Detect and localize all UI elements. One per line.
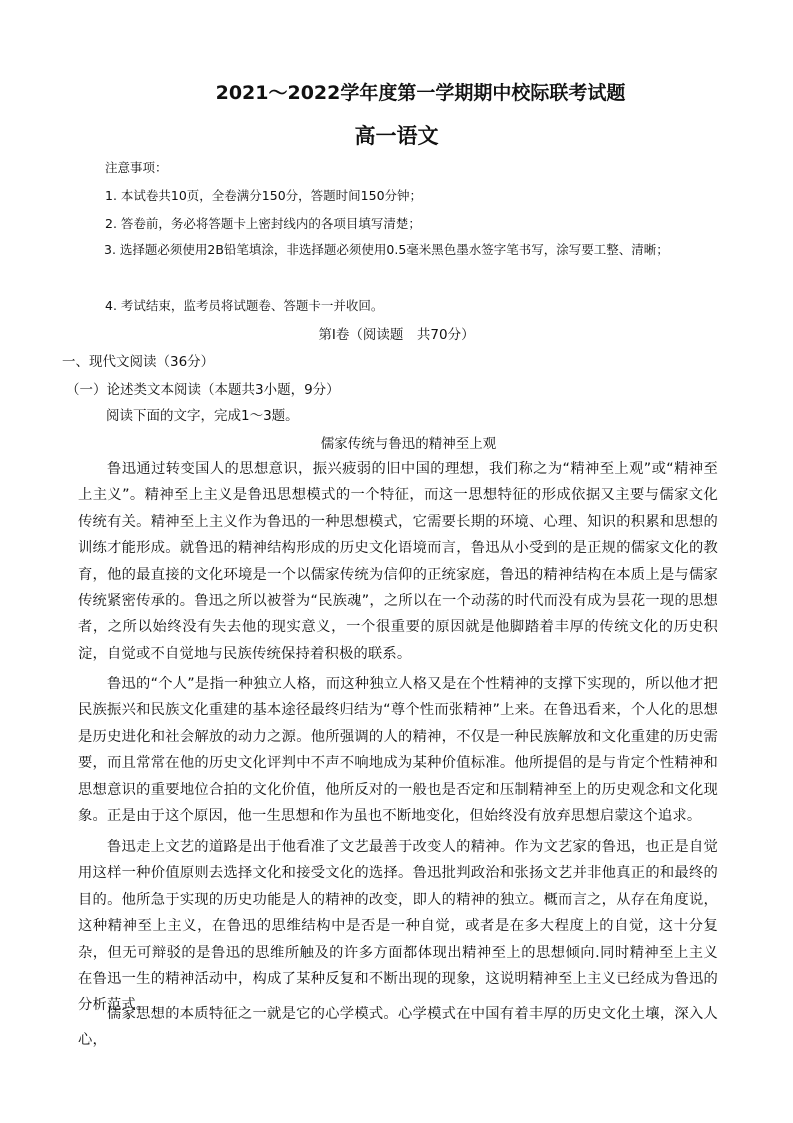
paragraph-4: 儒家思想的本质特征之一就是它的心学模式。心学模式在中国有着丰厚的历史文化土壤，深入人心， xyxy=(78,1006,718,1049)
notice-item-3: 3. 选择题必须使用2B铅笔填涂，非选择题必须使用0.5毫米黑色墨水签字笔书写，涂写要工整、清晰； xyxy=(104,242,669,257)
notice-item-4: 4. 考试结束，监考员将试题卷、答题卡一并收回。 xyxy=(105,298,384,313)
section-heading: 一、现代文阅读（36分） xyxy=(62,354,215,370)
notice-item-2: 2. 答卷前，务必将答题卡上密封线内的各项目填写清楚； xyxy=(105,216,421,231)
part-title: 第Ⅰ卷（阅读题 共70分） xyxy=(318,327,475,343)
paragraph-2: 鲁迅的“个人”是指一种独立人格，而这种独立人格又是在个性精神的支撑下实现的，所以他才把民族振兴和民族文化重建的基本途径最终归结为“尊个性而张精神”上来。在鲁迅看来，个人化的思想是历史进化和社会解放的动力之源。他所强调的人的精神，不仅是一种民族解放和文化重建的历史需要，而且常常在他的历史文化评判中不声不响地成为某种价值标准。他所提倡的是与肯定个性精神和思想意识的重要地位合拍的文化价值，他所反对的一般也是否定和压制精神至上的历史观念和文化现象。正是由于这个原因，他一生思想和作为虽也不断地变化，但始终没有放弃思想启蒙这个追求。 xyxy=(78,676,718,825)
subsection-heading: （一）论述类文本阅读（本题共3小题，9分） xyxy=(66,382,340,398)
paragraph-3: 鲁迅走上文艺的道路是出于他看准了文艺最善于改变人的精神。作为文艺家的鲁迅，也正是自觉用这样一种价值原则去选择文化和接受文化的选择。鲁迅批判政治和张扬文艺并非他真正的和最终的目的。他所急于实现的历史功能是人的精神的改变，即人的精神的独立。概而言之，从存在角度说，这种精神至上主义，在鲁迅的思维结构中是否是一种自觉，或者是在多大程度上的自觉，这十分复杂，但无可辩驳的是鲁迅的思维所触及的许多方面都体现出精神至上的思想倾向.同时精神至上主义在鲁迅一生的精神活动中，构成了某种反复和不断出现的现象，这说明精神至上主义已经成为鲁迅的分析范式。 xyxy=(78,839,718,1014)
notice-item-1: 1. 本试卷共10页，全卷满分150分，答题时间150分钟； xyxy=(105,188,423,203)
reading-instruction: 阅读下面的文字，完成1～3题。 xyxy=(106,408,299,424)
exam-title: 2021～2022学年度第一学期期中校际联考试题 xyxy=(215,82,626,104)
paragraph-1: 鲁迅通过转变国人的思想意识，振兴疲弱的旧中国的理想，我们称之为“精神至上观”或“精神至上主义”。精神至上主义是鲁迅思想模式的一个特征，而这一思想特征的形成依据又主要与儒家文化传统有关。精神至上主义作为鲁迅的一种思想模式，它需要长期的环境、心理、知识的积累和思想的训练才能形成。就鲁迅的精神结构形成的历史文化语境而言，鲁迅从小受到的是正规的儒家文化的教育，他的最直接的文化环境是一个以儒家传统为信仰的正统家庭，鲁迅的精神结构在本质上是与儒家传统紧密传承的。鲁迅之所以被誉为“民族魂”，之所以在一个动荡的时代而没有成为昙花一现的思想者，之所以始终没有失去他的现实意义，一个很重要的原因就是他脚踏着丰厚的传统文化的历史积淀，自觉或不自觉地与民族传统保持着积极的联系。 xyxy=(78,461,718,662)
article-title: 儒家传统与鲁迅的精神至上观 xyxy=(320,436,497,452)
notice-heading: 注意事项： xyxy=(105,160,168,175)
subject-title: 高一语文 xyxy=(354,124,439,148)
